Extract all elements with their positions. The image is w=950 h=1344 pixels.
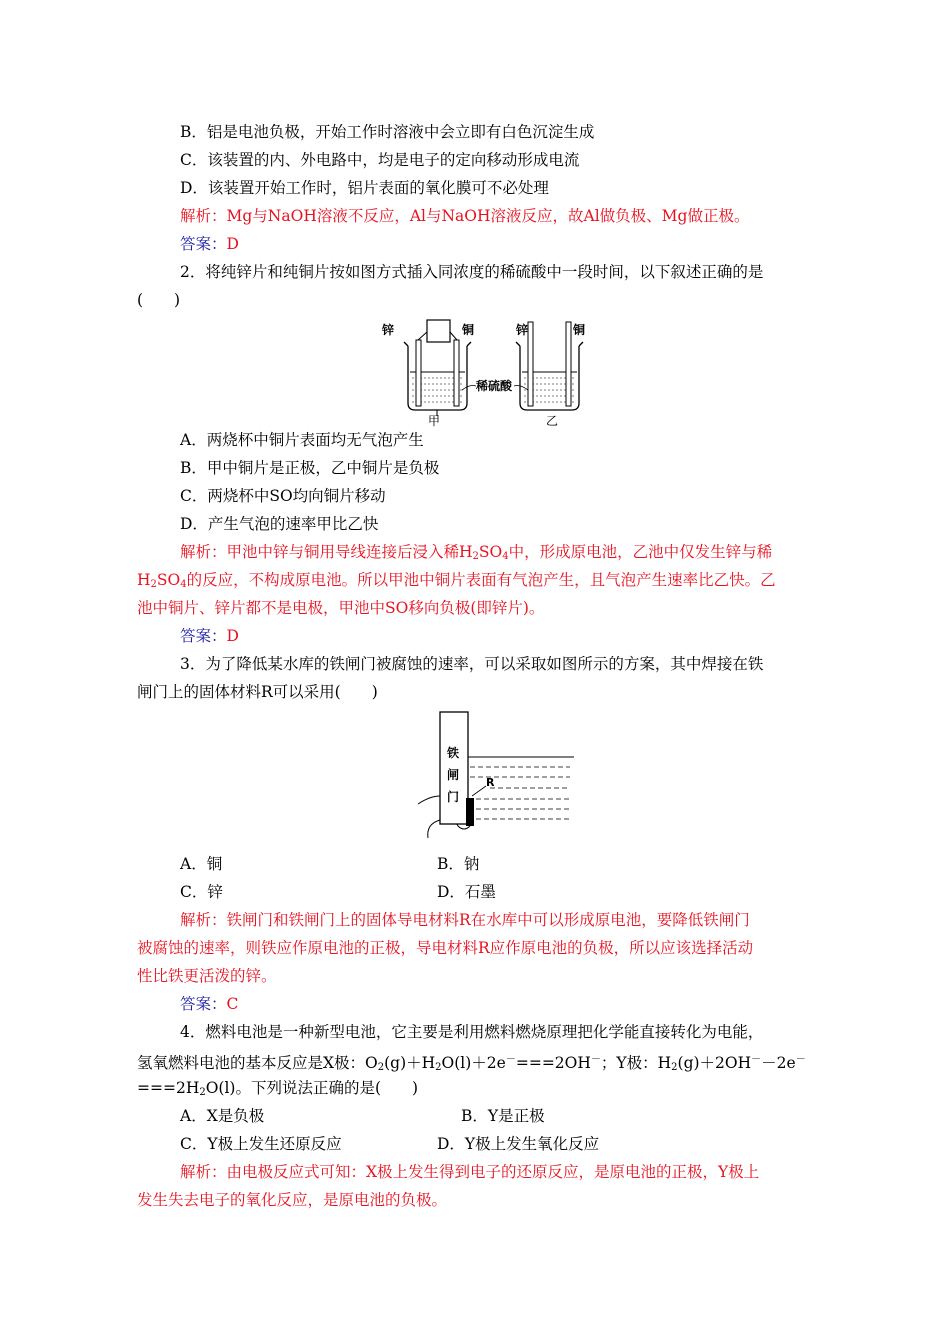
analysis-text: 中，形成原电池，乙池中仅发生锌与稀 (508, 543, 773, 561)
q2-option-a: A．两烧杯中铜片表面均无气泡产生 (180, 431, 424, 449)
q4-option-a: A．X是负极 (180, 1107, 265, 1125)
q2-analysis-line3: 池中铜片、锌片都不是电极，甲池中SO移向负极(即锌片)。 (137, 599, 545, 617)
analysis-text: H (137, 571, 151, 589)
q3-analysis-line2: 被腐蚀的速率，则铁应作原电池的正极，导电材料R应作原电池的负极，所以应该选择活动 (137, 939, 754, 957)
fig2-label-a: 甲 (428, 414, 441, 428)
analysis-text: Mg与NaOH溶液不反应，Al与NaOH溶液反应，故Al做负极、Mg做正极。 (226, 207, 750, 225)
superscript: － (590, 1054, 601, 1065)
analysis-text: 铁闸门和铁闸门上的固体导电材料R在水库中可以形成原电池，要降低铁闸门 (226, 911, 750, 929)
q2-option-d: D．产生气泡的速率甲比乙快 (180, 515, 379, 533)
q3-analysis-line1 (180, 909, 750, 931)
q4-option-b: B．Y是正极 (461, 1107, 545, 1125)
stem-text: (g)＋H (384, 1054, 436, 1072)
fig2-copper-b: 铜 (573, 323, 586, 337)
q4-stem-line2 (137, 1049, 806, 1079)
fig3-gate-char3: 门 (447, 790, 460, 804)
q3-option-a: A．铜 (180, 855, 223, 873)
q2-analysis-line2 (137, 569, 776, 596)
superscript: － (795, 1054, 806, 1065)
subscript: 2 (150, 579, 157, 590)
fig2-copper-a: 铜 (462, 323, 475, 337)
analysis-text: SO (478, 543, 503, 561)
superscript: － (505, 1054, 516, 1065)
stem-text: ===2OH (515, 1054, 591, 1072)
stem-text: －2e (761, 1054, 796, 1072)
analysis-text: 甲池中锌与铜用导线连接后浸入稀H (226, 543, 473, 561)
q1-option-d: D．该装置开始工作时，铝片表面的氧化膜可不必处理 (180, 179, 549, 197)
fig2-label-b: 乙 (546, 414, 559, 428)
q4-analysis-line1 (180, 1161, 759, 1183)
q4-option-c: C．Y极上发生还原反应 (180, 1135, 342, 1153)
stem-text: O(l)。下列说法正确的是( ) (205, 1079, 419, 1097)
stem-text: O(l)＋2e (441, 1054, 506, 1072)
subscript: 4 (502, 551, 509, 562)
analysis-tag: 解析： (180, 543, 227, 561)
analysis-text: 的反应，不构成原电池。所以甲池中铜片表面有气泡产生，且气泡产生速率比乙快。乙 (186, 571, 776, 589)
q3-stem-line1: 3．为了降低某水库的铁闸门被腐蚀的速率，可以采取如图所示的方案，其中焊接在铁 (180, 655, 764, 673)
subscript: 4 (180, 579, 187, 590)
q1-analysis (180, 205, 749, 227)
answer-value: D (226, 235, 239, 253)
stem-text: ；Y极：H (600, 1054, 672, 1072)
q2-option-c: C．两烧杯中SO均向铜片移动 (180, 487, 386, 505)
fig3-gate-char1: 铁 (447, 746, 460, 760)
q4-option-d: D．Y极上发生氧化反应 (437, 1135, 600, 1153)
q3-option-b: B．钠 (437, 855, 480, 873)
subscript: 2 (377, 1062, 385, 1073)
q3-option-d: D．石墨 (437, 883, 496, 901)
analysis-tag: 解析： (180, 1163, 227, 1181)
q3-analysis-line3: 性比铁更活泼的锌。 (137, 967, 277, 985)
q1-option-c: C．该装置的内、外电路中，均是电子的定向移动形成电流 (180, 151, 580, 169)
q2-option-b: B．甲中铜片是正极，乙中铜片是负极 (180, 459, 440, 477)
analysis-text: SO (156, 571, 181, 589)
analysis-tag: 解析： (180, 207, 227, 225)
q4-analysis-line2: 发生失去电子的氧化反应，是原电池的负极。 (137, 1191, 448, 1209)
fig3-gate-char2: 闸 (447, 768, 460, 782)
subscript: 2 (435, 1062, 442, 1073)
superscript: － (751, 1054, 762, 1065)
q3-answer (180, 993, 238, 1015)
answer-value: C (226, 995, 239, 1013)
analysis-tag: 解析： (180, 911, 227, 929)
q2-answer (180, 625, 239, 647)
beaker-a (404, 320, 471, 416)
stem-text: 氢氧燃料电池的基本反应是X极：O (137, 1054, 378, 1072)
q2-figure-beakers (370, 318, 610, 428)
analysis-text: 由电极反应式可知：X极上发生得到电子的还原反应，是原电池的正极，Y极上 (226, 1163, 760, 1181)
answer-tag: 答案： (180, 995, 227, 1013)
q1-answer (180, 233, 239, 255)
q4-stem-line3 (137, 1077, 418, 1104)
subscript: 2 (472, 551, 479, 562)
r-block (466, 798, 474, 826)
fig3-r-label: R (486, 776, 495, 789)
answer-tag: 答案： (180, 235, 227, 253)
q2-stem-line1: 2．将纯锌片和纯铜片按如图方式插入同浓度的稀硫酸中一段时间，以下叙述正确的是 (180, 263, 764, 281)
fig2-zinc-a: 锌 (382, 323, 395, 337)
q2-stem-line2: ( ) (137, 291, 181, 309)
q4-stem-line1: 4．燃料电池是一种新型电池，它主要是利用燃料燃烧原理把化学能直接转化为电能， (180, 1023, 764, 1041)
q3-stem-line2: 闸门上的固体材料R可以采用( ) (137, 683, 378, 701)
answer-value: D (226, 627, 239, 645)
q3-option-c: C．锌 (180, 883, 223, 901)
stem-text: ===2H (137, 1079, 200, 1097)
q3-figure-iron-gate (410, 708, 580, 842)
subscript: 2 (671, 1062, 678, 1073)
q2-analysis-line1 (180, 541, 772, 568)
subscript: 2 (199, 1087, 206, 1098)
stem-text: (g)＋2OH (677, 1054, 752, 1072)
fig2-acid-label: 稀硫酸 (476, 379, 513, 393)
answer-tag: 答案： (180, 627, 227, 645)
fig2-zinc-b: 锌 (516, 323, 529, 337)
q1-option-b: B．铝是电池负极，开始工作时溶液中会立即有白色沉淀生成 (180, 123, 595, 141)
